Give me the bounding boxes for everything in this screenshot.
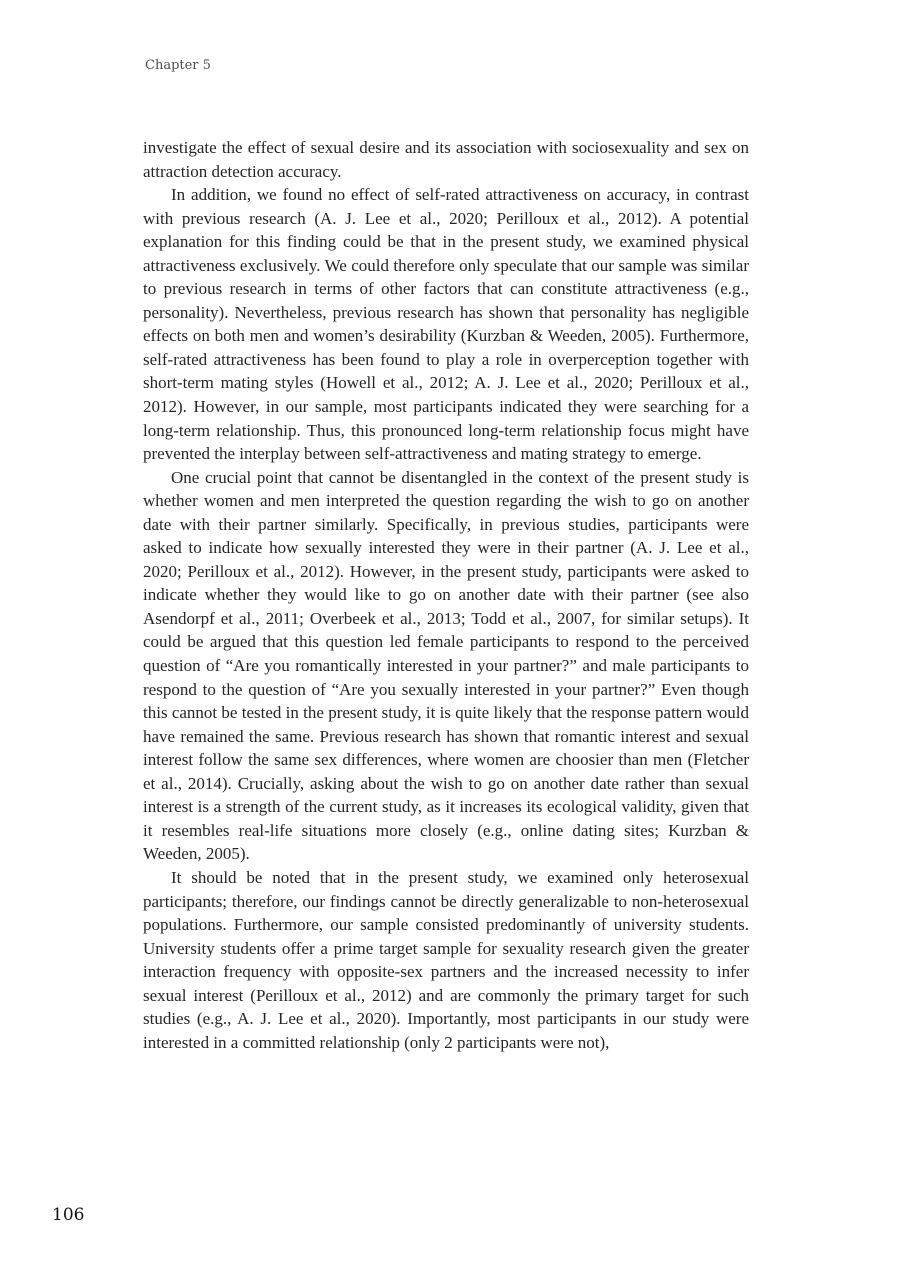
running-head: Chapter 5: [145, 58, 211, 73]
body-text: [143, 136, 749, 1054]
page-number: 106: [52, 1205, 85, 1225]
paragraph-self-rated-attractiveness: In addition, we found no effect of self-rated attractiveness on accuracy, in contrast with previous research (A. J. Lee et al., 2020; Perilloux et al., 2012). A potential explanation for this finding could be that in the present study, we examined physical attractiveness exclusively. We could therefore only speculate that our sample was similar to previous research in terms of other factors that can constitute attractiveness (e.g., personality). Nevertheless, previous research has shown that personality has negligible effects on both men and women’s desirability (Kurzban & Weeden, 2005). Furthermore, self-rated attractiveness has been found to play a role in overperception together with short-term mating styles (Howell et al., 2012; A. J. Lee et al., 2020; Perilloux et al., 2012). However, in our sample, most participants indicated they were searching for a long-term relationship. Thus, this pronounced long-term relationship focus might have prevented the interplay between self-attractiveness and mating strategy to emerge.: [143, 185, 749, 464]
paragraph-continuation: investigate the effect of sexual desire and its association with sociosexuality and sex on attraction detection accuracy.: [143, 138, 749, 181]
paragraph-question-interpretation: One crucial point that cannot be disentangled in the context of the present study is whether women and men interpreted the question regarding the wish to go on another date with their partner similarly. Specifically, in previous studies, participants were asked to indicate how sexually interested they were in their partner (A. J. Lee et al., 2020; Perilloux et al., 2012). However, in the present study, participants were asked to indicate whether they would like to go on another date with their partner (see also Asendorpf et al., 2011; Overbeek et al., 2013; Todd et al., 2007, for similar setups). It could be argued that this question led female participants to respond to the perceived question of “Are you romantically interested in your partner?” and male participants to respond to the question of “Are you sexually interested in your partner?” Even though this cannot be tested in the present study, it is quite likely that the response pattern would have remained the same. Previous research has shown that romantic interest and sexual interest follow the same sex differences, where women are choosier than men (Fletcher et al., 2014). Crucially, asking about the wish to go on another date rather than sexual interest is a strength of the current study, as it increases its ecological validity, given that it resembles real-life situations more closely (e.g., online dating sites; Kurzban & Weeden, 2005).: [143, 467, 749, 864]
paragraph-sample-limitations: It should be noted that in the present study, we examined only heterosexual participants; therefore, our findings cannot be directly generalizable to non-heterosexual populations. Furthermore, our sample consisted predominantly of university students. University students offer a prime target sample for sexuality research given the greater interaction frequency with opposite-sex partners and the increased necessity to infer sexual interest (Perilloux et al., 2012) and are commonly the primary target for such studies (e.g., A. J. Lee et al., 2020). Importantly, most participants in our study were interested in a committed relationship (only 2 participants were not),: [143, 867, 749, 1052]
